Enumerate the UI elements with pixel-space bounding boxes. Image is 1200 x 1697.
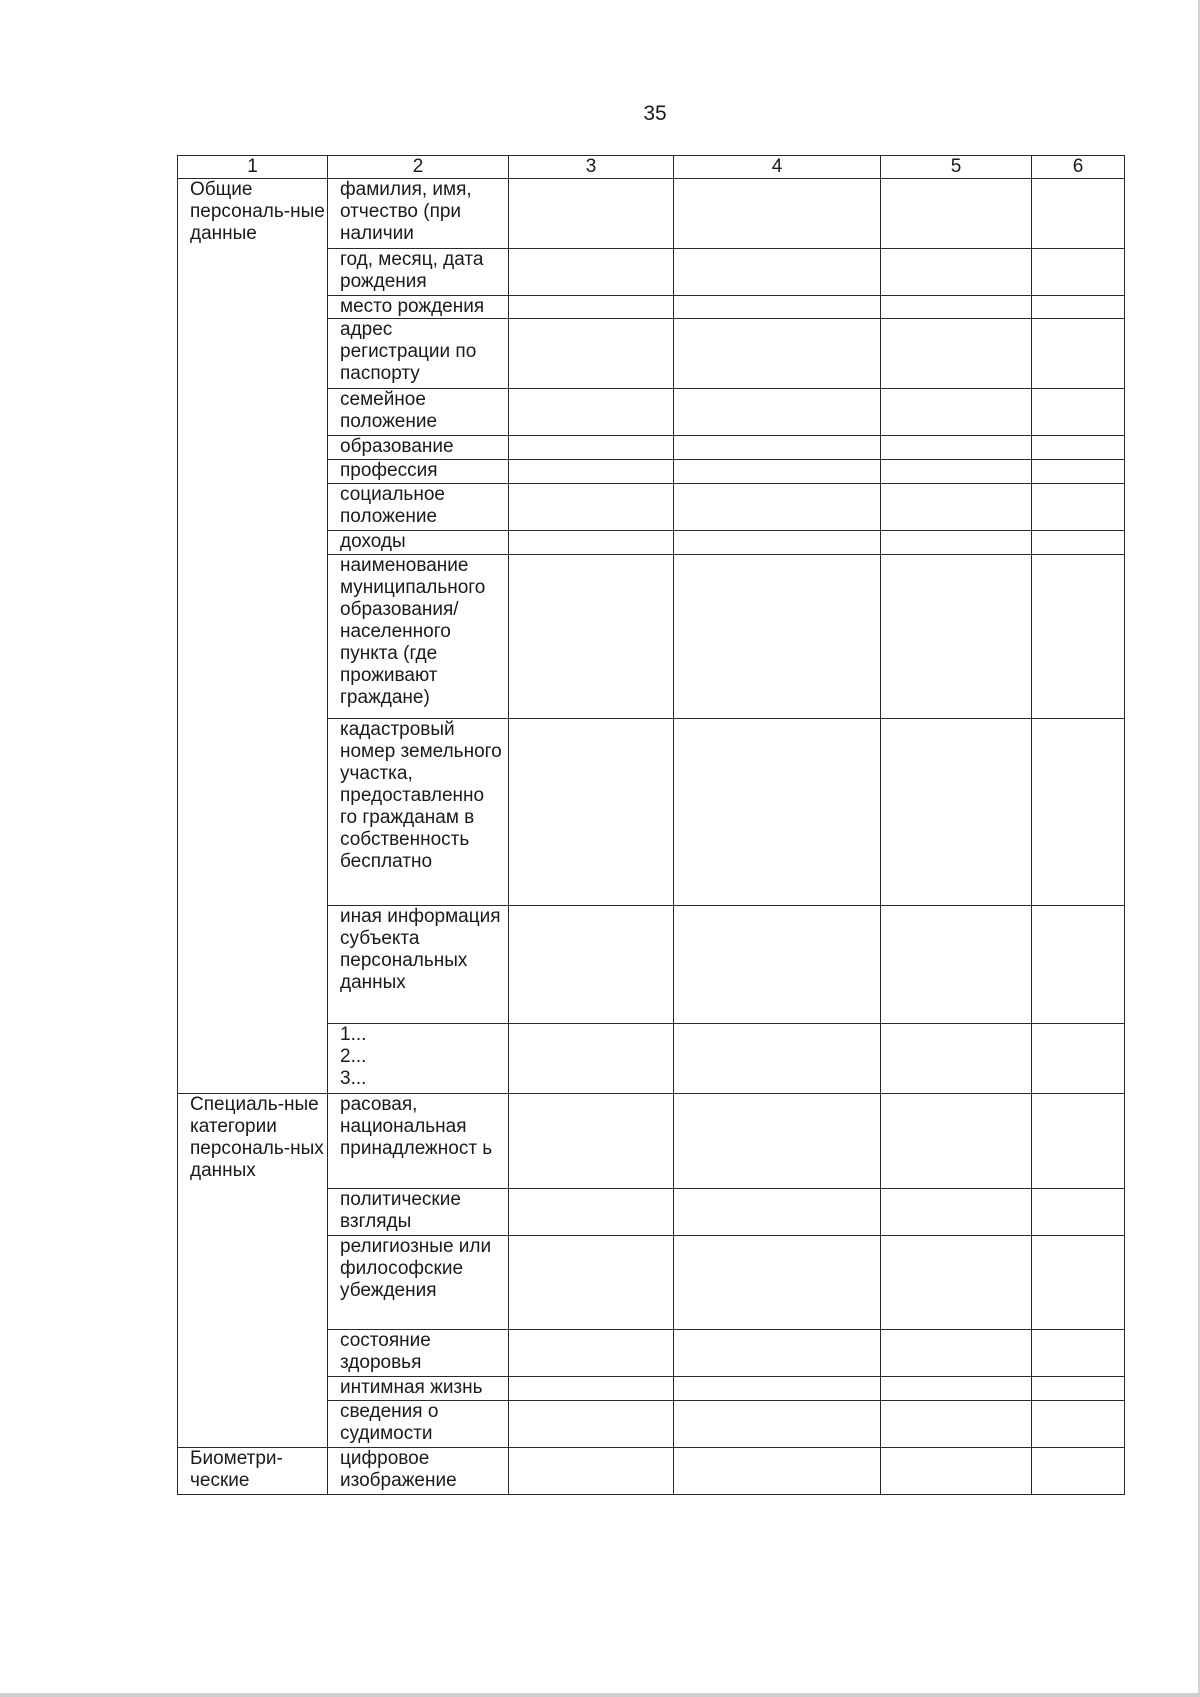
empty-cell-col-3 — [509, 389, 674, 436]
empty-cell-col-4 — [674, 906, 881, 1024]
empty-cell-col-3 — [509, 1024, 674, 1094]
category-cell: Общие персональ-ные данные — [178, 179, 328, 1094]
empty-cell-col-6 — [1032, 436, 1125, 460]
data-item-cell: социальное положение — [328, 484, 509, 531]
empty-cell-col-4 — [674, 249, 881, 296]
empty-cell-col-3 — [509, 484, 674, 531]
page-number: 35 — [643, 102, 667, 125]
empty-cell-col-4 — [674, 531, 881, 555]
empty-cell-col-6 — [1032, 1094, 1125, 1189]
empty-cell-col-6 — [1032, 249, 1125, 296]
personal-data-table — [177, 155, 1125, 1495]
empty-cell-col-3 — [509, 436, 674, 460]
header-col-2: 2 — [328, 156, 509, 179]
data-item-cell: доходы — [328, 531, 509, 555]
table-row — [178, 1094, 1125, 1189]
table-row — [178, 1448, 1125, 1495]
empty-cell-col-4 — [674, 1189, 881, 1236]
empty-cell-col-5 — [881, 1024, 1032, 1094]
empty-cell-col-4 — [674, 460, 881, 484]
table-body — [178, 179, 1125, 1495]
scan-border-bottom — [0, 1693, 1200, 1697]
empty-cell-col-6 — [1032, 906, 1125, 1024]
empty-cell-col-4 — [674, 179, 881, 249]
header-col-3: 3 — [509, 156, 674, 179]
empty-cell-col-6 — [1032, 1024, 1125, 1094]
data-item-cell: расовая, национальная принадлежност ь — [328, 1094, 509, 1189]
table-row — [178, 179, 1125, 249]
empty-cell-col-6 — [1032, 555, 1125, 719]
data-item-cell: год, месяц, дата рождения — [328, 249, 509, 296]
empty-cell-col-4 — [674, 389, 881, 436]
empty-cell-col-5 — [881, 179, 1032, 249]
empty-cell-col-3 — [509, 1377, 674, 1401]
data-item-cell: сведения о судимости — [328, 1401, 509, 1448]
empty-cell-col-3 — [509, 1189, 674, 1236]
empty-cell-col-4 — [674, 1377, 881, 1401]
empty-cell-col-5 — [881, 249, 1032, 296]
empty-cell-col-6 — [1032, 484, 1125, 531]
data-item-cell: фамилия, имя, отчество (при наличии — [328, 179, 509, 249]
empty-cell-col-3 — [509, 906, 674, 1024]
empty-cell-col-4 — [674, 319, 881, 389]
empty-cell-col-4 — [674, 555, 881, 719]
category-cell: Биометри-ческие — [178, 1448, 328, 1495]
empty-cell-col-4 — [674, 1401, 881, 1448]
empty-cell-col-6 — [1032, 319, 1125, 389]
empty-cell-col-3 — [509, 319, 674, 389]
empty-cell-col-5 — [881, 1330, 1032, 1377]
empty-cell-col-5 — [881, 531, 1032, 555]
empty-cell-col-4 — [674, 719, 881, 906]
empty-cell-col-5 — [881, 460, 1032, 484]
empty-cell-col-6 — [1032, 1377, 1125, 1401]
data-item-cell: место рождения — [328, 296, 509, 319]
header-col-6: 6 — [1032, 156, 1125, 179]
empty-cell-col-5 — [881, 1236, 1032, 1330]
empty-cell-col-6 — [1032, 389, 1125, 436]
data-item-cell: 1... 2... 3... — [328, 1024, 509, 1094]
empty-cell-col-6 — [1032, 719, 1125, 906]
data-item-cell: цифровое изображение — [328, 1448, 509, 1495]
empty-cell-col-4 — [674, 1448, 881, 1495]
empty-cell-col-6 — [1032, 1189, 1125, 1236]
header-col-5: 5 — [881, 156, 1032, 179]
empty-cell-col-6 — [1032, 179, 1125, 249]
data-item-cell: религиозные или философские убеждения — [328, 1236, 509, 1330]
empty-cell-col-3 — [509, 1094, 674, 1189]
empty-cell-col-4 — [674, 1094, 881, 1189]
empty-cell-col-5 — [881, 1448, 1032, 1495]
data-item-cell: наименование муниципального образования/ населенного пункта (где проживают граждане) — [328, 555, 509, 719]
empty-cell-col-4 — [674, 296, 881, 319]
empty-cell-col-5 — [881, 719, 1032, 906]
data-item-cell: адрес регистрации по паспорту — [328, 319, 509, 389]
empty-cell-col-5 — [881, 555, 1032, 719]
empty-cell-col-4 — [674, 1236, 881, 1330]
header-col-1: 1 — [178, 156, 328, 179]
empty-cell-col-5 — [881, 319, 1032, 389]
empty-cell-col-6 — [1032, 531, 1125, 555]
empty-cell-col-4 — [674, 1024, 881, 1094]
header-col-4: 4 — [674, 156, 881, 179]
empty-cell-col-3 — [509, 296, 674, 319]
data-item-cell: профессия — [328, 460, 509, 484]
empty-cell-col-6 — [1032, 460, 1125, 484]
data-item-cell: состояние здоровья — [328, 1330, 509, 1377]
data-item-cell: иная информация субъекта персональных данных — [328, 906, 509, 1024]
empty-cell-col-6 — [1032, 1401, 1125, 1448]
empty-cell-col-4 — [674, 1330, 881, 1377]
empty-cell-col-3 — [509, 531, 674, 555]
empty-cell-col-5 — [881, 1401, 1032, 1448]
data-item-cell: кадастровый номер земельного участка, предоставленно го гражданам в собственность бесплатно — [328, 719, 509, 906]
empty-cell-col-3 — [509, 719, 674, 906]
empty-cell-col-5 — [881, 389, 1032, 436]
empty-cell-col-5 — [881, 296, 1032, 319]
data-item-cell: интимная жизнь — [328, 1377, 509, 1401]
data-item-cell: образование — [328, 436, 509, 460]
empty-cell-col-3 — [509, 179, 674, 249]
empty-cell-col-3 — [509, 460, 674, 484]
empty-cell-col-5 — [881, 1094, 1032, 1189]
empty-cell-col-5 — [881, 906, 1032, 1024]
category-cell: Специаль-ные категории персональ-ных данных — [178, 1094, 328, 1448]
table-header-row — [178, 156, 1125, 179]
data-item-cell: семейное положение — [328, 389, 509, 436]
empty-cell-col-3 — [509, 1448, 674, 1495]
empty-cell-col-5 — [881, 484, 1032, 531]
empty-cell-col-3 — [509, 1401, 674, 1448]
empty-cell-col-4 — [674, 484, 881, 531]
empty-cell-col-3 — [509, 249, 674, 296]
empty-cell-col-6 — [1032, 1330, 1125, 1377]
empty-cell-col-5 — [881, 1189, 1032, 1236]
empty-cell-col-4 — [674, 436, 881, 460]
empty-cell-col-5 — [881, 1377, 1032, 1401]
empty-cell-col-3 — [509, 555, 674, 719]
empty-cell-col-6 — [1032, 1448, 1125, 1495]
empty-cell-col-5 — [881, 436, 1032, 460]
empty-cell-col-3 — [509, 1236, 674, 1330]
data-item-cell: политические взгляды — [328, 1189, 509, 1236]
empty-cell-col-6 — [1032, 296, 1125, 319]
empty-cell-col-6 — [1032, 1236, 1125, 1330]
empty-cell-col-3 — [509, 1330, 674, 1377]
